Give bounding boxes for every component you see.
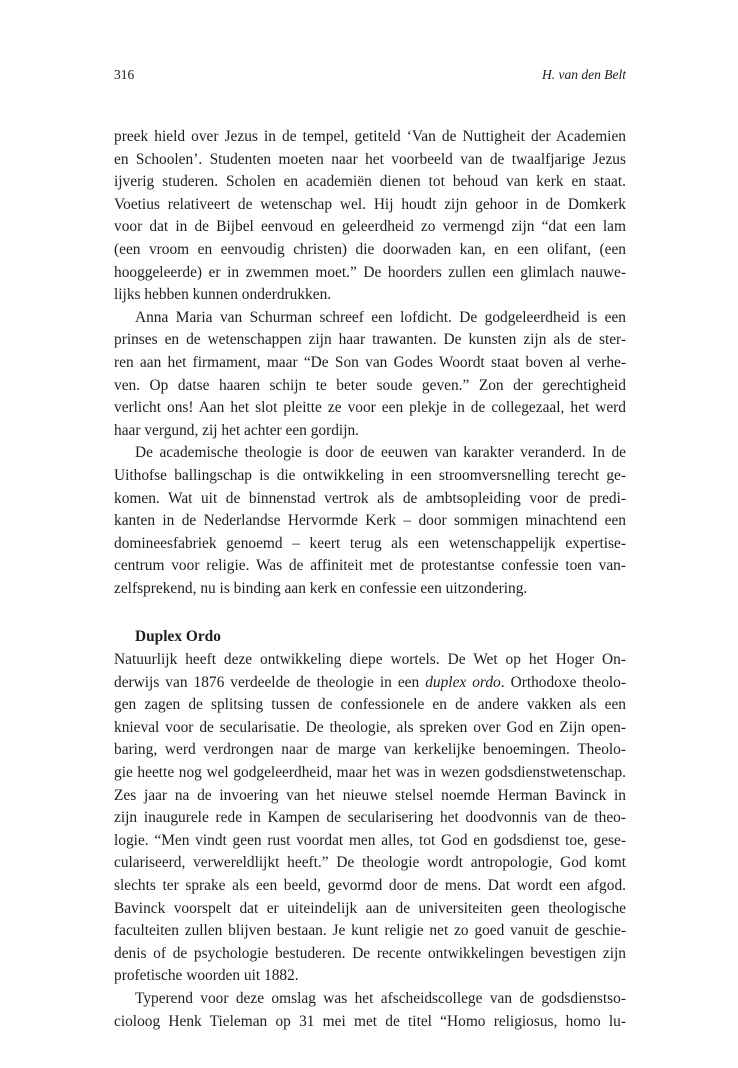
text-fragment: . Orthodoxe theolo- (500, 673, 626, 691)
text-line: ijverig studeren. Scholen en academiën dienen tot behoud van kerk en staat. (114, 173, 626, 191)
paragraph (114, 307, 626, 443)
paragraph (114, 988, 626, 1033)
text-line: Bavinck voorspelt dat er uiteindelijk aan de universiteiten geen theologische (114, 899, 626, 917)
text-line: lijks hebben kunnen onderdrukken. (114, 286, 332, 304)
text-line: (een vroom en eenvoudig christen) die doorwaden kan, en een olifant, (een (114, 240, 626, 258)
text-line: slechts ter sprake als een beeld, gevormd door de mens. Dat wordt een afgod. (114, 877, 626, 894)
text-line: Natuurlijk heeft deze ontwikkeling diepe wortels. De Wet op het Hoger On- (114, 651, 626, 669)
text-line: zijn inaugurele rede in Kampen de secularisering het doodvonnis van de theo- (114, 809, 626, 827)
text-line: domineesfabriek genoemd – keert terug als een wetenschappelijk expertise- (114, 534, 626, 552)
paragraph (114, 126, 626, 307)
text-line: De academische theologie is door de eeuwen van karakter veranderd. In de (135, 444, 626, 462)
text-line: preek hield over Jezus in de tempel, getiteld ‘Van de Nuttigheit der Academien (114, 128, 626, 145)
text-line: gie heette nog wel godgeleerdheid, maar het was in wezen godsdienstwetenschap. (114, 764, 626, 782)
text-line: Typerend voor deze omslag was het afscheidscollege van de godsdienstso- (135, 989, 626, 1007)
text-line: komen. Wat uit de binnenstad vertrok als de ambtsopleiding voor de predi- (114, 489, 626, 507)
text-line: haar vergund, zij het achter een gordijn. (114, 421, 360, 439)
section-duplex-ordo (114, 626, 626, 1033)
body-text (114, 126, 626, 1033)
text-line: verlicht ons! Aan het slot pleitte ze voor een plekje in de collegezaal, het werd (114, 399, 626, 417)
text-line: voor dat in de Bijbel eenvoud en geleerdheid zo vermengd zijn “dat een lam (114, 218, 626, 236)
text-line: profetische woorden uit 1882. (114, 967, 299, 985)
text-line: Voetius relativeert de wetenschap wel. Hij houdt zijn gehoor in de Domkerk (114, 195, 626, 213)
text-line: en Schoolen’. Studenten moeten naar het voorbeeld van de twaalfjarige Jezus (114, 150, 626, 168)
text-line: knieval voor de secularisatie. De theologie, als spreken over God en Zijn open- (114, 718, 626, 736)
text-line: cioloog Henk Tieleman op 31 mei met de titel “Homo religiosus, homo lu- (114, 1012, 626, 1030)
text-line: culariseerd, verwereldlijkt heeft.” De theologie wordt antropologie, God komt (114, 854, 626, 872)
section-heading: Duplex Ordo (135, 628, 221, 646)
text-line: gen zagen de splitsing tussen de confessionele en de andere vakken als een (114, 696, 626, 714)
text-line: baring, werd verdrongen naar de marge van kerkelijke benoemingen. Theolo- (114, 741, 626, 759)
text-line: hooggeleerde) er in zwemmen moet.” De hoorders zullen een glimlach nauwe- (114, 263, 626, 281)
paragraph (114, 442, 626, 600)
text-line: Uithofse ballingschap is die ontwikkeling in een stroomversnelling terecht ge- (114, 466, 626, 484)
text-line: prinses en de wetenschappen zijn haar trawanten. De kunsten zijn als de ster- (114, 331, 626, 349)
text-line: logie. “Men vindt geen rust voordat men alles, tot God en godsdienst toe, gese- (114, 831, 626, 849)
text-line: Anna Maria van Schurman schreef een lofdicht. De godgeleerdheid is een (135, 308, 626, 326)
paragraph (114, 649, 626, 988)
text-line: zelfsprekend, nu is binding aan kerk en confessie een uitzondering. (114, 579, 528, 597)
text-line: faculteiten zullen blijven bestaan. Je kunt religie net zo goed vanuit de geschie- (114, 922, 626, 940)
running-head-author: H. van den Belt (542, 67, 626, 82)
text-fragment: derwijs van 1876 verdeelde de theologie in een (114, 673, 426, 691)
text-line: centrum voor religie. Was de affiniteit met de protestantse confessie toen van- (114, 557, 626, 575)
text-line: kanten in de Nederlandse Hervormde Kerk – door sommigen minachtend een (114, 512, 626, 530)
italic-term: duplex ordo (425, 673, 501, 691)
text-line: denis of de psychologie bestuderen. De recente ontwikkelingen bevestigen zijn (114, 944, 626, 962)
text-line: ren aan het firmament, maar “De Son van Godes Woordt staat boven al verhe- (114, 353, 626, 371)
text-line: ven. Op datse haaren schijn te beter soude geven.” Zon der gerechtigheid (114, 376, 626, 394)
page-number: 316 (114, 67, 135, 82)
text-line: Zes jaar na de invoering van het nieuwe stelsel noemde Herman Bavinck in (114, 786, 626, 804)
text-line (114, 672, 626, 695)
